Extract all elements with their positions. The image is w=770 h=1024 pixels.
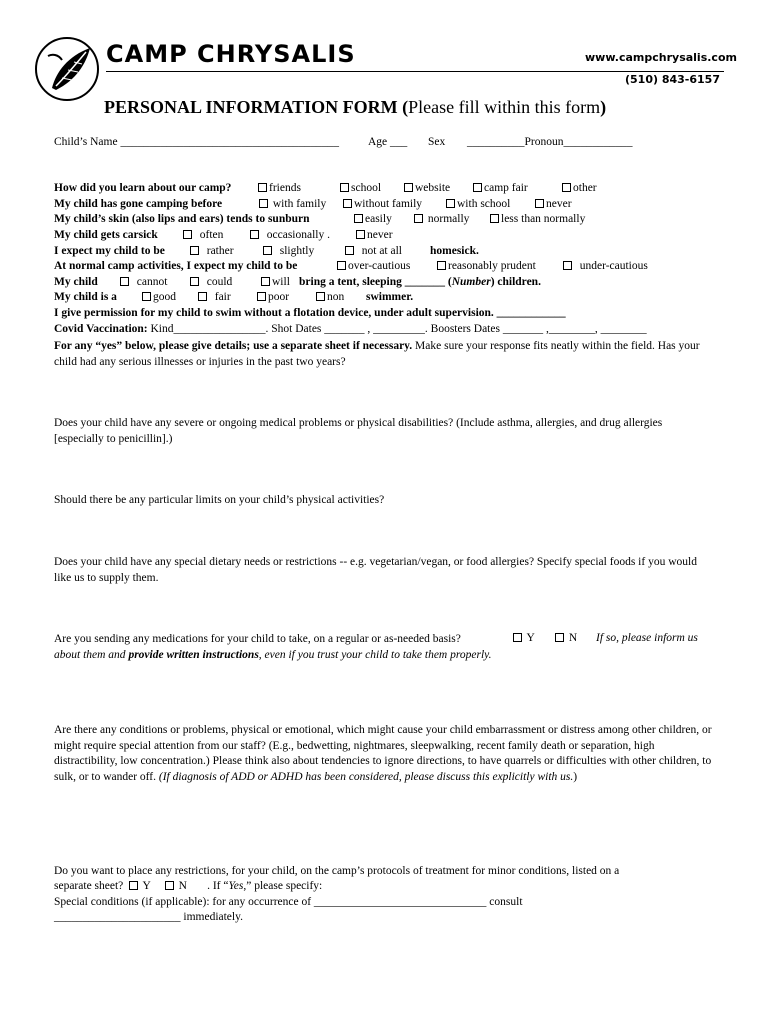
camping-option-without-family[interactable]: without family (343, 198, 422, 210)
checkbox[interactable] (473, 183, 482, 192)
normal-camp-option-under[interactable]: under-cautious (563, 260, 648, 272)
sunburn-label: My child’s skin (also lips and ears) tends to sunburn (54, 213, 310, 225)
checkbox[interactable] (356, 230, 365, 239)
carsick-option-occasionally[interactable]: occasionally . (250, 229, 330, 241)
checkbox[interactable] (446, 199, 455, 208)
normal-camp-option-over[interactable]: over-cautious (337, 260, 410, 272)
child-name-field[interactable]: Child’s Name ______________________________________ (54, 136, 339, 148)
normal-camp-option-prudent[interactable]: reasonably prudent (437, 260, 536, 272)
checkbox[interactable] (120, 277, 129, 286)
tent-option-will[interactable]: will (261, 276, 290, 288)
medications-note-a: If so, please inform us (596, 632, 698, 644)
homesick-label: I expect my child to be (54, 245, 165, 257)
checkbox[interactable] (190, 277, 199, 286)
child-sex-field[interactable]: Sex (428, 136, 446, 148)
camping-label: My child has gone camping before (54, 198, 223, 210)
homesick-option-not-at-all[interactable]: not at all (345, 245, 402, 257)
special-conditions-line[interactable]: Special conditions (if applicable): for any occurrence of ______________________________ consult (54, 896, 523, 908)
checkbox[interactable] (259, 199, 268, 208)
checkbox[interactable] (414, 214, 423, 223)
checkbox[interactable] (343, 199, 352, 208)
camp-phone: (510) 843-6157 (625, 73, 720, 86)
header-rule (106, 71, 724, 72)
form-title: PERSONAL INFORMATION FORM (Please fill within this form) (104, 97, 607, 117)
checkbox[interactable] (490, 214, 499, 223)
swim-permission[interactable]: I give permission for my child to swim without a flotation device, under adult supervision. ____________ (54, 307, 566, 319)
checkbox[interactable] (345, 246, 354, 255)
camping-option-school[interactable]: with school (446, 198, 510, 210)
carsick-label: My child gets carsick (54, 229, 158, 241)
chrysalis-leaf-icon (42, 42, 100, 98)
tent-label: My child (54, 276, 98, 288)
camping-option-never[interactable]: never (535, 198, 572, 210)
checkbox[interactable] (340, 183, 349, 192)
camp-brand-name: CAMP CHRYSALIS (106, 40, 356, 68)
learn-label: How did you learn about our camp? (54, 182, 232, 194)
homesick-end: homesick. (430, 245, 479, 257)
swimmer-label: My child is a (54, 291, 117, 303)
question-restrictions-line2: separate sheet? Y N . If “Yes,” please specify: (54, 880, 323, 892)
question-restrictions-line1: Do you want to place any restrictions, for your child, on the camp’s protocols of treatment for minor conditions, listed on a (54, 865, 620, 877)
details-note: For any “yes” below, please give details; use a separate sheet if necessary. Make sure your response fits neatly within the field. Has your child had any serious illnesses or injuries in the past two years? (54, 340, 700, 368)
checkbox[interactable] (337, 261, 346, 270)
swimmer-option-non[interactable]: non (316, 291, 344, 303)
question-dietary-needs: Does your child have any special dietary needs or restrictions -- e.g. vegetarian/vegan, or food allergies? Specify special foods if you would like us to supply them. (54, 556, 697, 584)
sunburn-option-less[interactable]: less than normally (490, 213, 585, 225)
carsick-option-often[interactable]: often (183, 229, 223, 241)
camping-option-family[interactable]: with family (259, 198, 326, 210)
tent-option-could[interactable]: could (190, 276, 232, 288)
medications-no[interactable]: N (555, 632, 577, 644)
learn-option-school[interactable]: school (340, 182, 381, 194)
consult-line[interactable]: ______________________ immediately. (54, 911, 243, 923)
checkbox[interactable] (513, 633, 522, 642)
checkbox[interactable] (562, 183, 571, 192)
restrictions-yes-checkbox[interactable] (129, 881, 138, 890)
checkbox[interactable] (258, 183, 267, 192)
checkbox[interactable] (555, 633, 564, 642)
checkbox[interactable] (261, 277, 270, 286)
question-conditions: Are there any conditions or problems, physical or emotional, which might cause your child embarrassment or distress among other children, or might require special attention from our staff? (E.g., bedwetting, nightmares, sleepwalking, recent family death or separation, high distractibility, low concentration.) Please think also about tendencies to ignore directions, to have quarrels or difficulties with other children, to sulk, or to wander off. (If diagnosis of ADD or ADHD has been considered, please discuss this explicitly with us.) (54, 724, 712, 783)
checkbox[interactable] (257, 292, 266, 301)
checkbox[interactable] (354, 214, 363, 223)
learn-option-friends[interactable]: friends (258, 182, 301, 194)
homesick-option-rather[interactable]: rather (190, 245, 234, 257)
tent-text: bring a tent, sleeping _______ (Number) children. (299, 276, 541, 288)
checkbox[interactable] (316, 292, 325, 301)
checkbox[interactable] (563, 261, 572, 270)
swimmer-end: swimmer. (366, 291, 414, 303)
learn-option-camp-fair[interactable]: camp fair (473, 182, 528, 194)
medications-note: about them and provide written instructions, even if you trust your child to take them properly. (54, 649, 492, 661)
normal-camp-label: At normal camp activities, I expect my child to be (54, 260, 298, 272)
tent-option-cannot[interactable]: cannot (120, 276, 167, 288)
homesick-option-slightly[interactable]: slightly (263, 245, 314, 257)
sunburn-option-normally[interactable]: normally (414, 213, 469, 225)
covid-vaccination-line[interactable]: Covid Vaccination: Kind________________. Shot Dates _______ , _________. Boosters Dates _______ ,________, ________ (54, 323, 647, 335)
swimmer-option-poor[interactable]: poor (257, 291, 289, 303)
learn-option-website[interactable]: website (404, 182, 450, 194)
question-medications: Are you sending any medications for your child to take, on a regular or as-needed basis? (54, 633, 461, 645)
learn-option-other[interactable]: other (562, 182, 597, 194)
child-age-field[interactable]: Age ___ (368, 136, 408, 148)
child-pronoun-field[interactable]: __________Pronoun____________ (467, 136, 633, 148)
checkbox[interactable] (142, 292, 151, 301)
sunburn-option-easily[interactable]: easily (354, 213, 392, 225)
checkbox[interactable] (198, 292, 207, 301)
camp-website: www.campchrysalis.com (585, 51, 737, 64)
checkbox[interactable] (190, 246, 199, 255)
checkbox[interactable] (250, 230, 259, 239)
restrictions-no-checkbox[interactable] (165, 881, 174, 890)
swimmer-option-good[interactable]: good (142, 291, 176, 303)
checkbox[interactable] (404, 183, 413, 192)
checkbox[interactable] (263, 246, 272, 255)
carsick-option-never[interactable]: never (356, 229, 393, 241)
checkbox[interactable] (535, 199, 544, 208)
checkbox[interactable] (437, 261, 446, 270)
question-medical-problems: Does your child have any severe or ongoing medical problems or physical disabilities? (Include asthma, allergies, and drug allergies [especially to penicillin].) (54, 417, 663, 445)
swimmer-option-fair[interactable]: fair (198, 291, 231, 303)
question-activity-limits: Should there be any particular limits on your child’s physical activities? (54, 494, 385, 506)
checkbox[interactable] (183, 230, 192, 239)
medications-yes[interactable]: Y (513, 632, 535, 644)
